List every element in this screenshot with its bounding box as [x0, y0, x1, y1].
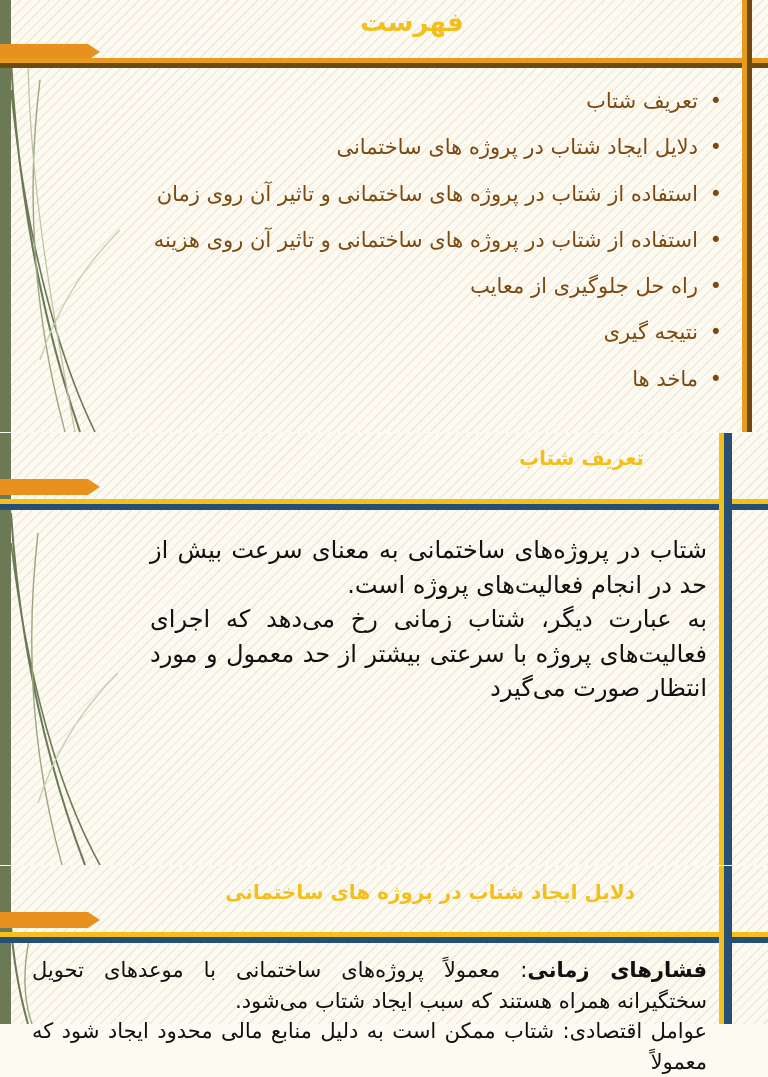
toc-item: • دلایل ایجاد شتاب در پروژه های ساختمانی: [154, 124, 722, 170]
header-divider-navy: [0, 937, 768, 943]
toc-item: • راه حل جلوگیری از معایب: [154, 263, 722, 309]
toc-item: • نتیجه گیری: [154, 309, 722, 355]
right-border-line-navy: [724, 866, 732, 1024]
causes-text: [32, 955, 707, 1077]
definition-paragraph-1: شتاب در پروژه‌های ساختمانی به معنای سرعت بیش از حد در انجام فعالیت‌های پروژه است.: [150, 536, 707, 599]
slide-title: تعریف شتاب: [519, 446, 644, 470]
cause-time-pressure: [32, 955, 707, 1016]
right-border-line-dark: [747, 0, 752, 432]
slide-acceleration-definition: [0, 433, 768, 865]
cause-description: معمولاً پروژه‌های ساختمانی با موعدهای تحویل سختگیرانه همراه هستند که سبب ایجاد شتاب می‌شود.: [32, 958, 707, 1013]
orange-tab-decoration: [0, 479, 100, 495]
slide-table-of-contents: [0, 0, 768, 432]
definition-paragraph-2: به عبارت دیگر، شتاب زمانی رخ می‌دهد که اجرای فعالیت‌های پروژه با سرعتی بیشتر از حد معمول و مورد انتظار صورت می‌گیرد: [150, 605, 707, 702]
header-divider-navy: [0, 504, 768, 510]
toc-item: • ماخد ها: [154, 356, 722, 402]
orange-tab-decoration: [0, 912, 100, 928]
definition-text: [150, 533, 707, 706]
toc-item: • استفاده از شتاب در پروژه های ساختمانی و تاثیر آن روی زمان: [154, 171, 722, 217]
right-border-line-navy: [724, 433, 732, 865]
cause-term: فشارهای زمانی: [527, 958, 707, 982]
cause-economic-partial: عوامل اقتصادی: شتاب ممکن است به دلیل منابع مالی محدود ایجاد شود که معمولاً: [32, 1019, 707, 1074]
slide-title: دلایل ایجاد شتاب در پروژه های ساختمانی: [225, 880, 635, 904]
toc-item: • تعریف شتاب: [154, 78, 722, 124]
slide-acceleration-causes: [0, 866, 768, 1074]
cause-colon: :: [500, 958, 528, 982]
slide-title: فهرست: [360, 8, 464, 38]
toc-item: • استفاده از شتاب در پروژه های ساختمانی و تاثیر آن روی هزینه: [154, 217, 722, 263]
header-divider-dark: [0, 63, 768, 68]
decorative-curves: [0, 433, 130, 865]
toc-list: [154, 78, 722, 402]
